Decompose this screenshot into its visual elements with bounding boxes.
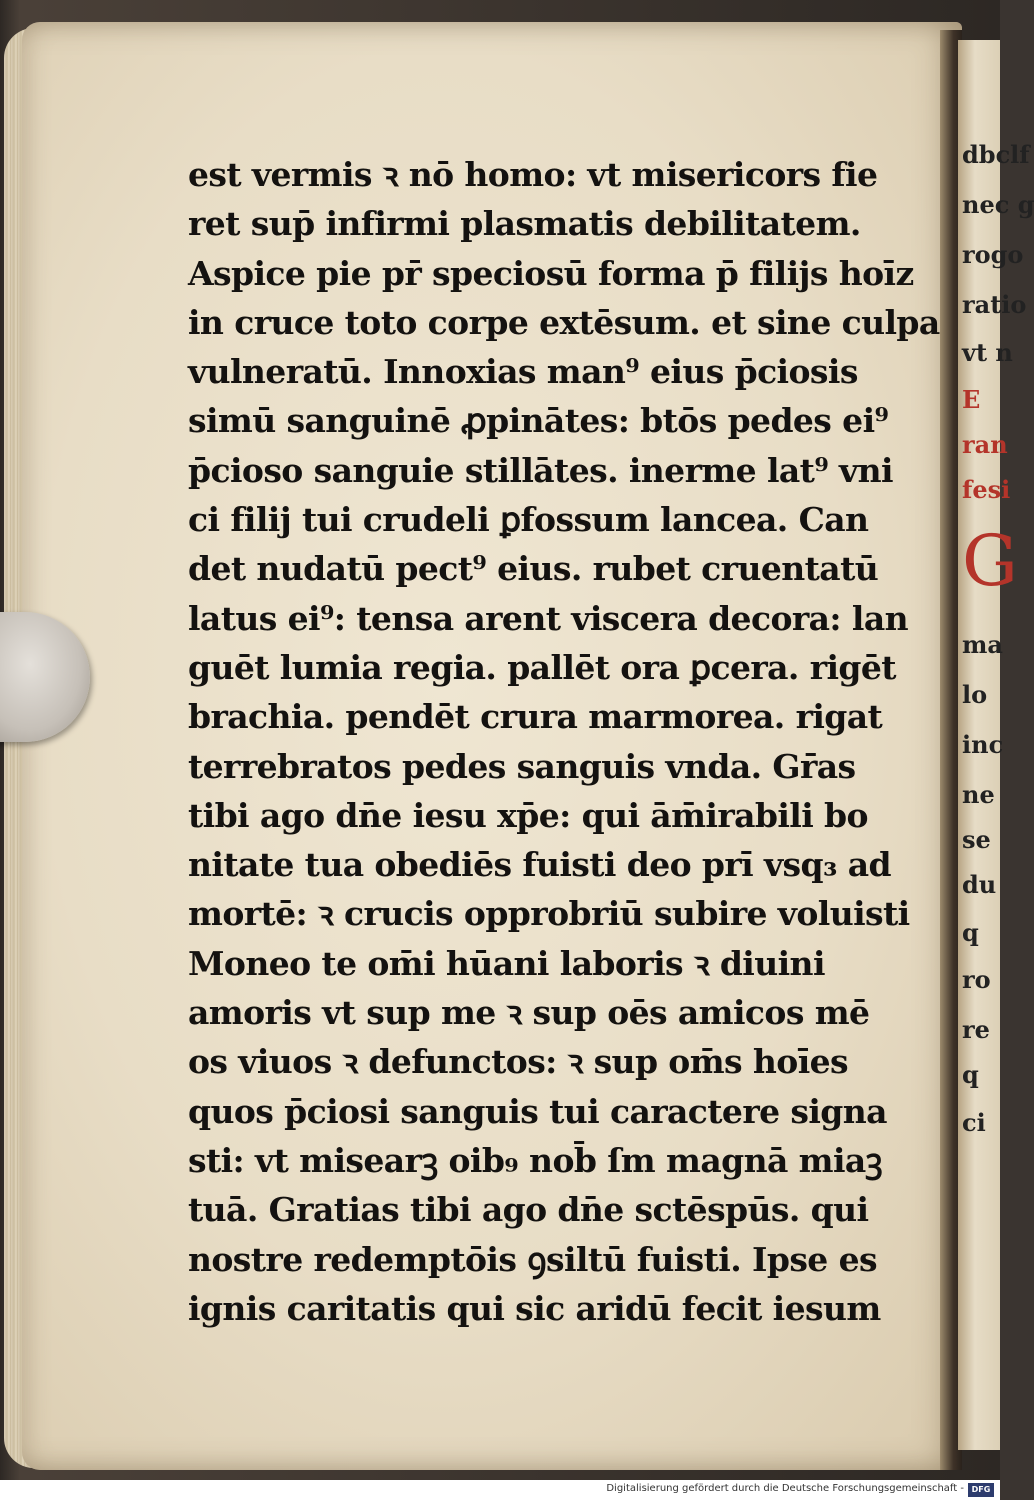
text-line: tuā. Gratias tibi ago dn̄e sctēspūs. qui — [188, 1190, 869, 1230]
facing-page-fragment: re — [962, 1015, 990, 1044]
facing-page-fragment: ro — [962, 965, 991, 994]
facing-page-fragment: lo — [962, 680, 988, 709]
text-line: ignis caritatis qui sic aridū fecit iesum — [188, 1288, 881, 1328]
text-line: nostre redemptōis ꝯsiltū fuisti. Ipse es — [188, 1239, 877, 1279]
facing-page-rubric: fesi — [962, 475, 1011, 504]
text-line: ret sup̄ infirmi plasmatis debilitatem. — [188, 204, 861, 244]
text-line: in cruce toto corpe extēsum. et sine culpa — [188, 302, 940, 342]
text-line: est vermis ꝛ nō homo: vt misericors fie — [188, 155, 878, 194]
dfg-logo: DFG — [968, 1483, 994, 1497]
text-line: os viuos ꝛ defunctos: ꝛ sup om̄s hoīes — [188, 1042, 849, 1082]
main-text-block — [188, 150, 940, 1333]
facing-page-fragment: rogo — [962, 240, 1024, 269]
text-line: vulneratū. Innoxias man⁹ eius p̄ciosis — [188, 352, 858, 392]
text-line: p̄cioso sanguie stillātes. inerme lat⁹ vni — [188, 450, 893, 490]
text-line: mortē: ꝛ crucis opprobriū subire voluisti — [188, 894, 910, 934]
facing-page-fragment: inc — [962, 730, 1004, 759]
text-line: latus ei⁹: tensa arent viscera decora: lan — [188, 598, 909, 638]
text-line: tibi ago dn̄e iesu xp̄e: qui ām̄irabili bo — [188, 795, 868, 835]
text-line: quos p̄ciosi sanguis tui caractere signa — [188, 1091, 887, 1131]
text-line: ci filij tui crudeli ꝑfossum lancea. Can — [188, 500, 869, 540]
facing-page-fragment: ci — [962, 1108, 986, 1137]
text-line: det nudatū pect⁹ eius. rubet cruentatū — [188, 549, 879, 589]
text-line: sti: vt misearꝫ oib₉ nob̄ ſm magnā miaꝫ — [188, 1140, 882, 1180]
funding-credit: Digitalisierung gefördert durch die Deutsche Forschungsgemeinschaft - — [606, 1483, 964, 1494]
text-line: terrebratos pedes sanguis vnda. Gr̄as — [188, 746, 856, 786]
text-line: amoris vt sup me ꝛ sup oēs amicos mē — [188, 993, 870, 1033]
facing-page-fragment: vt n — [962, 338, 1013, 367]
text-line: guēt lumia regia. pallēt ora ꝑcera. rigēt — [188, 647, 896, 687]
facing-page-rubric: ran — [962, 430, 1008, 459]
facing-page-fragment: ratio — [962, 290, 1027, 319]
text-line: Aspice pie pr̄ speciosū forma p̄ filijs hoīz — [188, 253, 914, 293]
facing-page-fragment: nec g — [962, 190, 1034, 219]
facing-page-fragment: q — [962, 918, 979, 947]
text-line: nitate tua obediēs fuisti deo prī vsq₃ ad — [188, 845, 891, 885]
facing-page-initial: G — [962, 520, 1018, 602]
facing-page-fragment: ma — [962, 630, 1003, 659]
facing-page-fragment: q — [962, 1060, 979, 1089]
facing-page-fragment: du — [962, 870, 997, 899]
facing-page-fragment: dbclf — [962, 140, 1030, 169]
text-line: brachia. pendēt crura marmorea. rigat — [188, 697, 883, 737]
facing-page-edge — [958, 40, 1034, 1450]
text-line: Moneo te om̄i hūani laboris ꝛ diuini — [188, 943, 825, 983]
facing-page-rubric: E — [962, 385, 981, 414]
facing-page-fragment: ne — [962, 780, 995, 809]
text-line: simū sanguinē ꝓpinātes: btōs pedes ei⁹ — [188, 401, 889, 441]
footer-bar — [0, 1480, 1000, 1500]
facing-page-fragment: se — [962, 825, 991, 854]
